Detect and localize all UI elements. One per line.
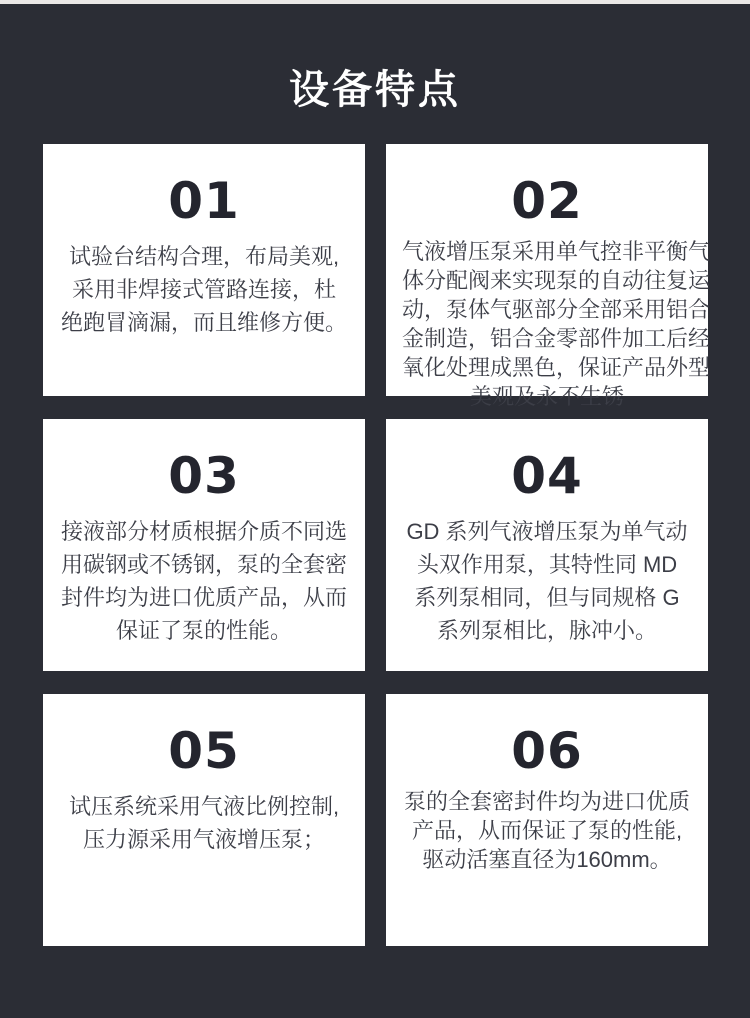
card-text-line: 接液部分材质根据介质不同选 bbox=[60, 519, 347, 544]
card-text-line: 试压系统采用气液比例控制, bbox=[68, 794, 340, 819]
card-text-line: 氧化处理成黑色，保证产品外型 bbox=[402, 355, 711, 380]
card-text-line: 金制造，铝合金零部件加工后经 bbox=[402, 326, 711, 351]
card-number: 03 bbox=[168, 447, 240, 505]
feature-card-06 bbox=[386, 694, 708, 946]
card-text-line: 气液增压泵采用单气控非平衡气 bbox=[402, 239, 711, 264]
card-number: 02 bbox=[511, 172, 583, 230]
card-text bbox=[59, 790, 349, 856]
card-text-line: 动，泵体气驱部分全部采用铝合 bbox=[402, 297, 711, 322]
card-text bbox=[402, 515, 692, 647]
card-text bbox=[59, 240, 349, 339]
card-text bbox=[402, 237, 711, 411]
card-text-line: 产品，从而保证了泵的性能, bbox=[411, 818, 683, 843]
card-text-line: 用碳钢或不锈钢，泵的全套密 bbox=[60, 552, 347, 577]
card-number: 06 bbox=[511, 722, 583, 780]
card-number: 05 bbox=[168, 722, 240, 780]
card-text-line: 压力源采用气液增压泵； bbox=[82, 827, 325, 852]
top-light-strip bbox=[0, 0, 750, 4]
card-text-line: 驱动活塞直径为160mm。 bbox=[422, 847, 672, 872]
card-number: 01 bbox=[168, 172, 240, 230]
card-text-line: 头双作用泵，其特性同 MD bbox=[416, 552, 678, 577]
card-text-line: 美观及永不生锈 bbox=[469, 384, 624, 409]
feature-card-05 bbox=[43, 694, 365, 946]
feature-card-03 bbox=[43, 419, 365, 671]
card-text-line: GD 系列气液增压泵为单气动 bbox=[406, 519, 688, 544]
feature-cards-grid bbox=[0, 144, 750, 946]
card-number: 04 bbox=[511, 447, 583, 505]
feature-card-01 bbox=[43, 144, 365, 396]
feature-card-04 bbox=[386, 419, 708, 671]
card-text-line: 采用非焊接式管路连接，杜 bbox=[71, 277, 336, 302]
card-text bbox=[402, 787, 692, 874]
card-text bbox=[59, 515, 349, 647]
page-title: 设备特点 bbox=[289, 68, 461, 112]
card-text-line: 绝跑冒滴漏，而且维修方便。 bbox=[60, 310, 347, 335]
card-text-line: 试验台结构合理，布局美观, bbox=[68, 244, 340, 269]
card-text-line: 系列泵相同，但与同规格 G bbox=[414, 585, 680, 610]
feature-card-02 bbox=[386, 144, 711, 409]
card-text-line: 泵的全套密封件均为进口优质 bbox=[403, 789, 690, 814]
card-text-line: 封件均为进口优质产品，从而 bbox=[60, 585, 347, 610]
card-text-line: 体分配阀来实现泵的自动往复运 bbox=[402, 268, 711, 293]
card-text-line: 保证了泵的性能。 bbox=[115, 618, 292, 643]
card-text-line: 系列泵相比，脉冲小。 bbox=[436, 618, 657, 643]
